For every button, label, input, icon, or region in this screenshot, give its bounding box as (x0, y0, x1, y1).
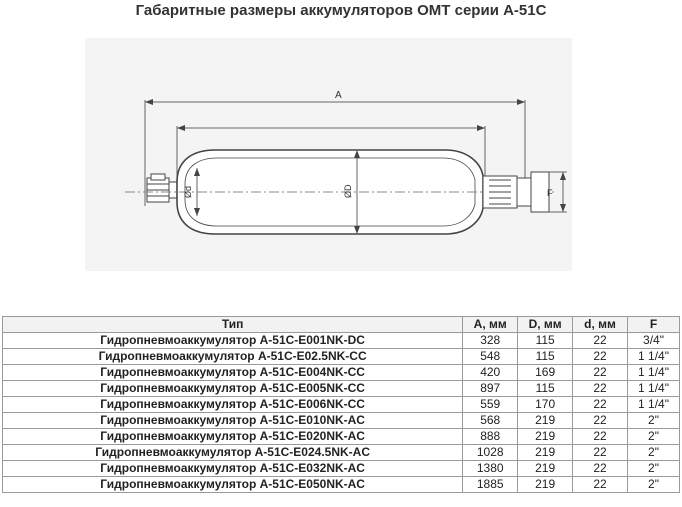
table-row (3, 461, 680, 477)
cell-f: 2" (628, 461, 680, 477)
cell-big-d: 115 (518, 381, 573, 397)
cell-type: Гидропневмоаккумулятор A-51C-E032NK-AC (3, 461, 463, 477)
cell-big-d: 219 (518, 429, 573, 445)
cell-a: 1028 (463, 445, 518, 461)
cell-type: Гидропневмоаккумулятор A-51C-E02.5NK-CC (3, 349, 463, 365)
table-row (3, 397, 680, 413)
cell-type: Гидропневмоаккумулятор A-51C-E006NK-CC (3, 397, 463, 413)
cell-small-d: 22 (573, 397, 628, 413)
cell-big-d: 219 (518, 413, 573, 429)
dim-label-big-d: ØD (343, 184, 353, 198)
cell-small-d: 22 (573, 333, 628, 349)
cell-small-d: 22 (573, 477, 628, 493)
dim-label-small-d: Ød (183, 185, 193, 198)
cell-type: Гидропневмоаккумулятор A-51C-E024.5NK-AC (3, 445, 463, 461)
cell-small-d: 22 (573, 445, 628, 461)
cell-f: 2" (628, 413, 680, 429)
table-row (3, 429, 680, 445)
column-header-a: А, мм (463, 317, 518, 333)
table-row (3, 413, 680, 429)
technical-drawing-svg (85, 38, 572, 271)
cell-f: 2" (628, 429, 680, 445)
cell-f: 2" (628, 477, 680, 493)
cell-f: 1 1/4" (628, 381, 680, 397)
cell-type: Гидропневмоаккумулятор A-51C-E005NK-CC (3, 381, 463, 397)
cell-f: 2" (628, 445, 680, 461)
cell-f: 1 1/4" (628, 397, 680, 413)
table-row (3, 349, 680, 365)
cell-a: 420 (463, 365, 518, 381)
cell-type: Гидропневмоаккумулятор A-51C-E001NK-DC (3, 333, 463, 349)
cell-a: 1380 (463, 461, 518, 477)
spec-table (2, 316, 680, 493)
cell-big-d: 115 (518, 349, 573, 365)
cell-type: Гидропневмоаккумулятор A-51C-E050NK-AC (3, 477, 463, 493)
cell-type: Гидропневмоаккумулятор A-51C-E004NK-CC (3, 365, 463, 381)
cell-big-d: 169 (518, 365, 573, 381)
cell-small-d: 22 (573, 461, 628, 477)
dim-label-f: F (547, 188, 553, 198)
dim-label-a: A (335, 90, 342, 101)
column-header-big-d: D, мм (518, 317, 573, 333)
table-row (3, 365, 680, 381)
table-header-row (3, 317, 680, 333)
cell-a: 559 (463, 397, 518, 413)
cell-big-d: 219 (518, 477, 573, 493)
cell-small-d: 22 (573, 365, 628, 381)
table-row (3, 477, 680, 493)
table-row (3, 333, 680, 349)
cell-a: 548 (463, 349, 518, 365)
cell-f: 3/4" (628, 333, 680, 349)
accumulator-drawing (85, 38, 572, 271)
cell-a: 328 (463, 333, 518, 349)
cell-small-d: 22 (573, 413, 628, 429)
cell-type: Гидропневмоаккумулятор A-51C-E010NK-AC (3, 413, 463, 429)
column-header-small-d: d, мм (573, 317, 628, 333)
cell-small-d: 22 (573, 429, 628, 445)
cell-small-d: 22 (573, 349, 628, 365)
cell-big-d: 170 (518, 397, 573, 413)
cell-small-d: 22 (573, 381, 628, 397)
column-header-f: F (628, 317, 680, 333)
page-title: Габаритные размеры аккумуляторов ОМТ серии А-51С (135, 2, 547, 19)
cell-f: 1 1/4" (628, 365, 680, 381)
cell-a: 888 (463, 429, 518, 445)
cell-f: 1 1/4" (628, 349, 680, 365)
table-row (3, 381, 680, 397)
cell-big-d: 219 (518, 445, 573, 461)
cell-type: Гидропневмоаккумулятор A-51C-E020NK-AC (3, 429, 463, 445)
cell-big-d: 219 (518, 461, 573, 477)
column-header-type: Тип (3, 317, 463, 333)
table-row (3, 445, 680, 461)
cell-big-d: 115 (518, 333, 573, 349)
cell-a: 897 (463, 381, 518, 397)
cell-a: 568 (463, 413, 518, 429)
cell-a: 1885 (463, 477, 518, 493)
